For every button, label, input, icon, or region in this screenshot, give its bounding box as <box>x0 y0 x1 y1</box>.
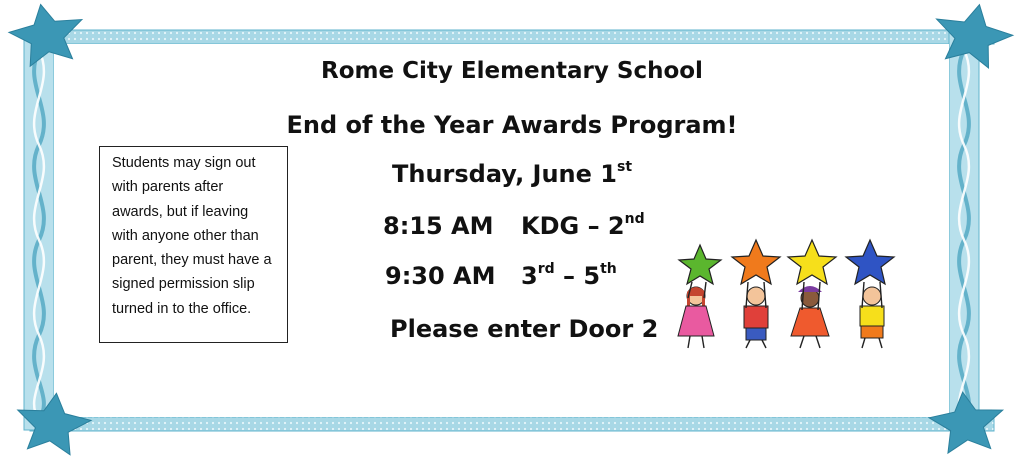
grades-end-suffix: th <box>600 261 617 277</box>
grades-start-suffix: nd <box>624 211 645 227</box>
grades-start: 3 <box>521 262 538 290</box>
star-icon <box>788 240 836 284</box>
star-icon <box>846 240 894 284</box>
school-name: Rome City Elementary School <box>321 58 703 84</box>
star-icon <box>927 388 1007 454</box>
grades-start-suffix: rd <box>537 261 555 277</box>
kid-with-star <box>846 240 894 348</box>
grades-start: KDG – 2 <box>521 212 625 240</box>
kid-with-star <box>788 240 836 348</box>
session-time: 9:30 AM <box>385 262 496 290</box>
kid-with-star <box>678 245 721 348</box>
session-grades <box>521 262 617 290</box>
kid-with-star <box>732 240 780 348</box>
sign-out-note: Students may sign out with parents after awards, but if leaving with anyone other than parent, they must have a signed permission slip turned in to the office. <box>99 146 288 343</box>
star-icon <box>679 245 721 284</box>
program-title: End of the Year Awards Program! <box>286 111 738 139</box>
grades-end: – 5 <box>554 262 601 290</box>
star-icon <box>13 388 94 457</box>
event-date-text: Thursday, June 1 <box>391 160 617 188</box>
session-time: 8:15 AM <box>383 212 494 240</box>
entrance-note: Please enter Door 2 <box>390 315 659 343</box>
children-holding-stars-illustration <box>668 232 908 367</box>
session-grades <box>521 212 645 240</box>
event-date-suffix: st <box>616 159 633 175</box>
star-icon <box>732 240 780 284</box>
